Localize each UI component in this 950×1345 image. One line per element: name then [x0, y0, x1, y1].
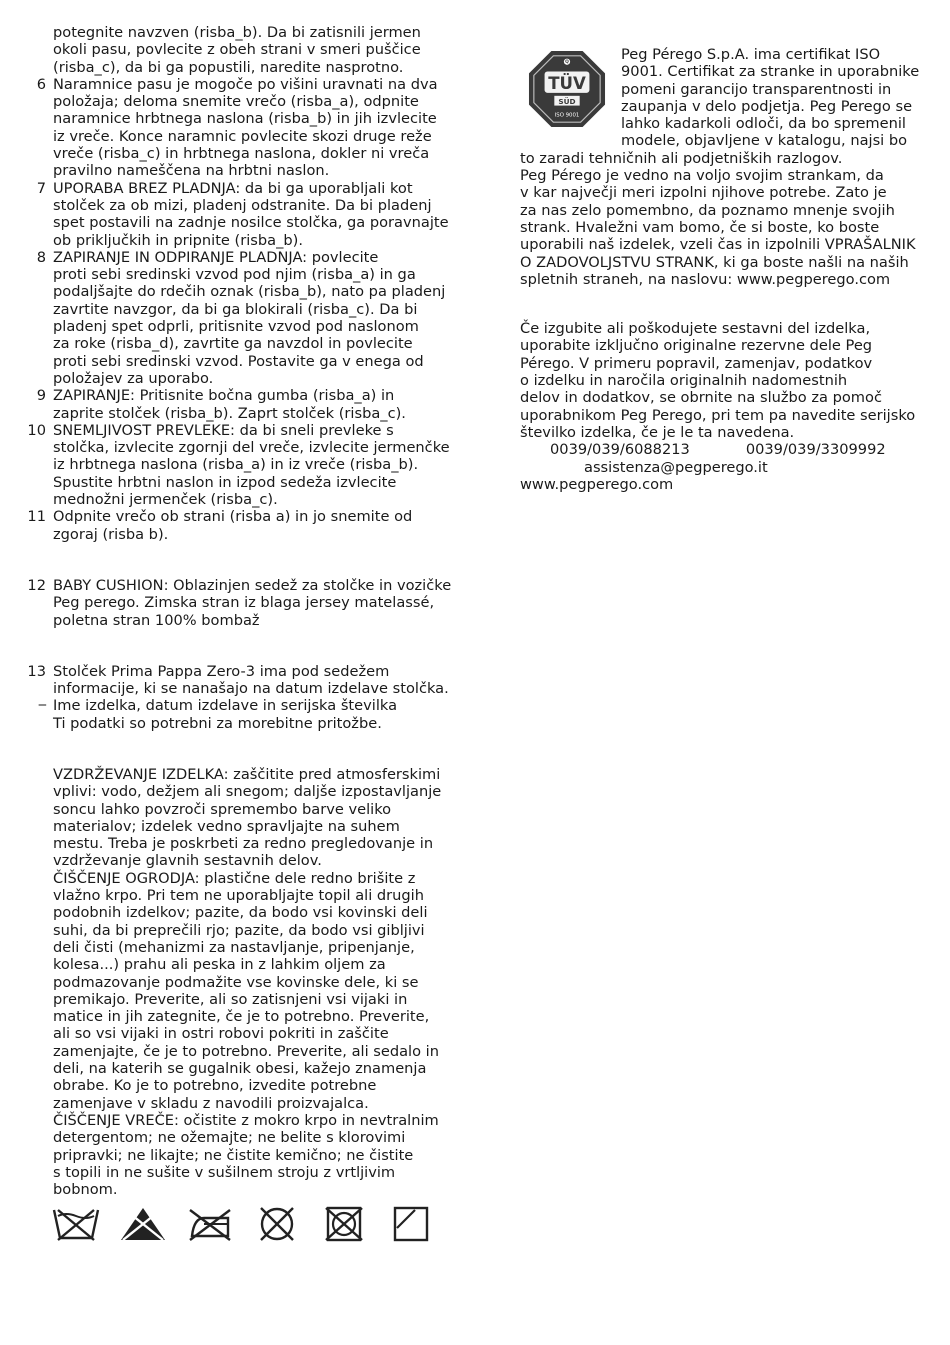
text-line: suhi, da bi preprečili rjo; pazite, da bodo vsi gibljivi — [53, 921, 425, 939]
customer-feedback-text — [520, 150, 930, 288]
text-line: ZAPIRANJE IN ODPIRANJE PLADNJA: povlecite — [53, 248, 379, 266]
text-line: ali so vsi vijaki in ostri robovi pokriti in zaščite — [53, 1025, 389, 1043]
tuv-iso-certification-logo — [528, 50, 606, 128]
instruction-item-9 — [22, 387, 462, 422]
no-tumble-dry-icon — [320, 1206, 368, 1242]
text-line: položajev za uporabo. — [53, 369, 214, 387]
text-line: modele, objavljene v katalogu, najsi bo — [621, 132, 908, 150]
text-line: 9001. Certifikat za stranke in uporabnike — [621, 63, 920, 81]
text-line: vzdrževanje glavnih sestavnih delov. — [53, 852, 322, 870]
text-line: deli čisti (mehanizmi za nastavljanje, pripenjanje, — [53, 938, 415, 956]
item-number: 7 — [36, 179, 46, 197]
text-line: VZDRŽEVANJE IZDELKA: zaščitite pred atmosferskimi — [53, 765, 441, 783]
left-column — [22, 24, 462, 1198]
text-line: Ime izdelka, datum izdelave in serijska številka — [53, 697, 398, 715]
text-line: v kar največji meri izpolni njihove potrebe. Zato je — [520, 184, 887, 202]
text-line: deli, na katerih se gugalnik obesi, kažejo znamenja — [53, 1060, 427, 1078]
text-line: s topili in ne sušite v sušilnem stroju z vrtljivim — [53, 1163, 396, 1181]
instructions-list — [22, 76, 462, 543]
text-line: O ZADOVOLJSTVU STRANK, ki ga boste našli na naših — [520, 253, 909, 271]
instruction-item-11 — [22, 508, 462, 543]
cert-logo-sub: SÜD — [558, 97, 576, 107]
phone-numbers — [520, 441, 930, 458]
text-line: okoli pasu, povlecite z obeh strani v smeri puščice — [53, 41, 421, 59]
text-line: za roke (risba_d), zavrtite ga navzdol in povlecite — [53, 335, 413, 353]
item-number: 10 — [27, 421, 46, 439]
item-number: 9 — [36, 387, 46, 405]
text-line: Odpnite vrečo ob strani (risba a) in jo snemite od — [53, 508, 413, 526]
care-symbols — [52, 1206, 442, 1246]
text-line: detergentom; ne ožemajte; ne belite s klorovimi — [53, 1129, 406, 1147]
item-dash-mark: _ — [38, 688, 46, 706]
text-line: potegnite navzven (risba_b). Da bi zatisnili jermen — [53, 24, 421, 41]
item-number: 11 — [27, 508, 46, 526]
no-dry-clean-icon — [253, 1206, 301, 1242]
text-line: zaprite stolček (risba_b). Zaprt stolček (risba_c). — [53, 404, 406, 422]
cert-logo-brand: TÜV — [548, 74, 586, 93]
text-line: pomeni garancijo transparentnosti in — [621, 80, 892, 98]
text-line: soncu lahko povzroči spremembo barve veliko — [53, 800, 392, 818]
text-line: proti sebi sredinski vzvod pod njim (risba_a) in ga — [53, 266, 416, 284]
no-bleach-icon — [119, 1206, 167, 1242]
text-line: vlažno krpo. Pri tem ne uporabljajte topil ali drugih — [53, 887, 424, 905]
text-line: zaupanja v delo podjetja. Peg Perego se — [621, 97, 913, 115]
text-line: SNEMLJIVOST PREVLEKE: da bi sneli prevleke s — [53, 421, 394, 439]
text-line: Peg Pérego je vedno na voljo svojim strankam, da — [520, 167, 884, 185]
text-line: ČIŠČENJE OGRODJA: plastične dele redno brišite z — [53, 869, 416, 887]
instruction-item-6 — [22, 76, 462, 180]
text-line: vplivi: vodo, dežjem ali snegom; daljše izpostavljanje — [53, 783, 442, 801]
text-line: podobnih izdelkov; pazite, da bodo vsi kovinski deli — [53, 904, 428, 922]
maintenance-section — [22, 766, 462, 1198]
text-line: Peg perego. Zimska stran iz blaga jersey matelassé, — [53, 594, 435, 612]
no-wash-icon — [52, 1206, 100, 1242]
spare-parts-service-text — [520, 320, 930, 441]
cert-logo-standard: ISO 9001 — [554, 112, 580, 119]
text-line: Stolček Prima Pappa Zero-3 ima pod sedežem — [53, 662, 390, 680]
text-line: Peg Pérego S.p.A. ima certifikat ISO — [621, 46, 881, 63]
text-line: pladenj spet odprli, pritisnite vzvod pod naslonom — [53, 318, 419, 336]
text-line: Naramnice pasu je mogoče po višini uravnati na dva — [53, 75, 438, 93]
cert-logo-top-mark: Q — [565, 60, 569, 66]
text-line: pravilno nameščena na hrbtni naslon. — [53, 162, 330, 180]
text-line: Ti podatki so potrebni za morebitne pritožbe. — [53, 714, 382, 732]
dry-icon — [387, 1206, 435, 1242]
support-email: assistenza@pegperego.it — [584, 458, 768, 476]
text-line: zamenjave v skladu z navodili proizvajalca. — [53, 1094, 369, 1112]
text-line: UPORABA BREZ PLADNJA: da bi ga uporabljali kot — [53, 179, 413, 197]
text-line: poletna stran 100% bombaž — [53, 611, 260, 629]
text-line: uporabite izključno originalne rezervne dele Peg — [520, 337, 873, 355]
right-column — [520, 46, 930, 493]
text-line: delov in dodatkov, se obrnite na službo za pomoč — [520, 389, 882, 407]
website-link: www.pegperego.com — [520, 475, 674, 493]
text-line: premikajo. Preverite, ali so zatisnjeni vsi vijaki in — [53, 990, 408, 1008]
text-line: ČIŠČENJE VREČE: očistite z mokro krpo in nevtralnim — [53, 1111, 439, 1129]
text-line: iz vreče. Konce naramnic povlecite skozi druge reže — [53, 127, 432, 145]
text-line: pripravki; ne likajte; ne čistite kemično; ne čistite — [53, 1146, 414, 1164]
text-line: za nas zelo pomembno, da poznamo mnenje svojih — [520, 201, 895, 219]
text-line: materialov; izdelek vedno spravljajte na suhem — [53, 817, 400, 835]
text-line: ob priključkih in pripnite (risba_b). — [53, 231, 303, 249]
text-line: Spustite hrbtni naslon in izpod sedeža izvlecite — [53, 473, 397, 491]
item-number: 8 — [36, 248, 46, 266]
text-line: zavrtite navzgor, da bi ga blokirali (risba_c). Da bi — [53, 300, 418, 318]
text-line: položaja; deloma snemite vrečo (risba_a), odpnite — [53, 93, 419, 111]
item-number: 12 — [27, 576, 46, 594]
instruction-item-10 — [22, 422, 462, 508]
text-line: matice in jih zategnite, če je to potrebno. Preverite, — [53, 1008, 430, 1026]
text-line: vreče (risba_c) in hrbtnega naslona, dokler ni vreča — [53, 145, 430, 163]
item-number: 13 — [27, 662, 46, 680]
text-line: Pérego. V primeru popravil, zamenjav, podatkov — [520, 354, 873, 372]
intro-paragraph — [22, 24, 462, 76]
phone-number-1: 0039/039/6088213 — [550, 441, 690, 459]
text-line: to zaradi tehničnih ali podjetniških razlogov. — [520, 149, 843, 167]
phone-number-2: 0039/039/3309992 — [745, 441, 886, 459]
text-line: o izdelku in naročila originalnih nadomestnih — [520, 372, 848, 390]
text-line: kolesa...) prahu ali peska in z lahkim oljem za — [53, 956, 386, 974]
text-line: bobnom. — [53, 1181, 118, 1199]
text-line: BABY CUSHION: Oblazinjen sedež za stolčke in vozičke — [53, 576, 452, 594]
text-line: stolček za ob mizi, pladenj odstranite. Da bi pladenj — [53, 196, 432, 214]
text-line: proti sebi sredinski vzvod. Postavite ga v enega od — [53, 352, 424, 370]
text-line: spletnih straneh, na naslovu: www.pegperego.com — [520, 270, 891, 288]
instruction-item-7 — [22, 180, 462, 249]
text-line: iz hrbtnega naslona (risba_a) in iz vreče (risba_b). — [53, 456, 419, 474]
no-iron-icon — [186, 1206, 234, 1242]
text-line: podmazovanje podmažite vse kovinske dele, ki se — [53, 973, 419, 991]
certification-block — [520, 46, 930, 150]
instruction-item-13 — [22, 663, 462, 732]
instruction-item-8 — [22, 249, 462, 387]
text-line: Če izgubite ali poškodujete sestavni del izdelka, — [520, 320, 871, 338]
text-line: zgoraj (risba b). — [53, 525, 169, 543]
text-line: mednožni jermenček (risba_c). — [53, 491, 278, 509]
text-line: informacije, ki se nanašajo na datum izdelave stolčka. — [53, 680, 449, 698]
text-line: (risba_c), da bi ga popustili, naredite nasprotno. — [53, 58, 404, 76]
text-line: naramnice hrbtnega naslona (risba_b) in jih izvlecite — [53, 110, 437, 128]
text-line: obrabe. Ko je to potrebno, izvedite potrebne — [53, 1077, 377, 1095]
text-line: zamenjajte, če je to potrebno. Preverite, ali sedalo in — [53, 1042, 439, 1060]
text-line: mestu. Treba je poskrbeti za redno pregledovanje in — [53, 835, 434, 853]
instruction-item-12 — [22, 577, 462, 629]
text-line: številko izdelka, če je le ta navedena. — [520, 423, 795, 441]
text-line: spet postavili na zadnje nosilce stolčka, ga poravnajte — [53, 214, 449, 232]
text-line: uporabnikom Peg Perego, pri tem pa navedite serijsko — [520, 406, 916, 424]
item-number: 6 — [36, 75, 46, 93]
text-line: lahko kadarkoli odloči, da bo spremenil — [621, 115, 906, 133]
text-line: ZAPIRANJE: Pritisnite bočna gumba (risba_a) in — [53, 387, 395, 405]
text-line: stolčka, izvlecite zgornji del vreče, izvlecite jermenčke — [53, 439, 450, 457]
text-line: uporabili naš izdelek, vzeli čas in izpolnili VPRAŠALNIK — [520, 236, 916, 254]
text-line: podaljšajte do rdečih oznak (risba_b), nato pa pladenj — [53, 283, 446, 301]
text-line: strank. Hvaležni vam bomo, če si boste, ko boste — [520, 218, 880, 236]
